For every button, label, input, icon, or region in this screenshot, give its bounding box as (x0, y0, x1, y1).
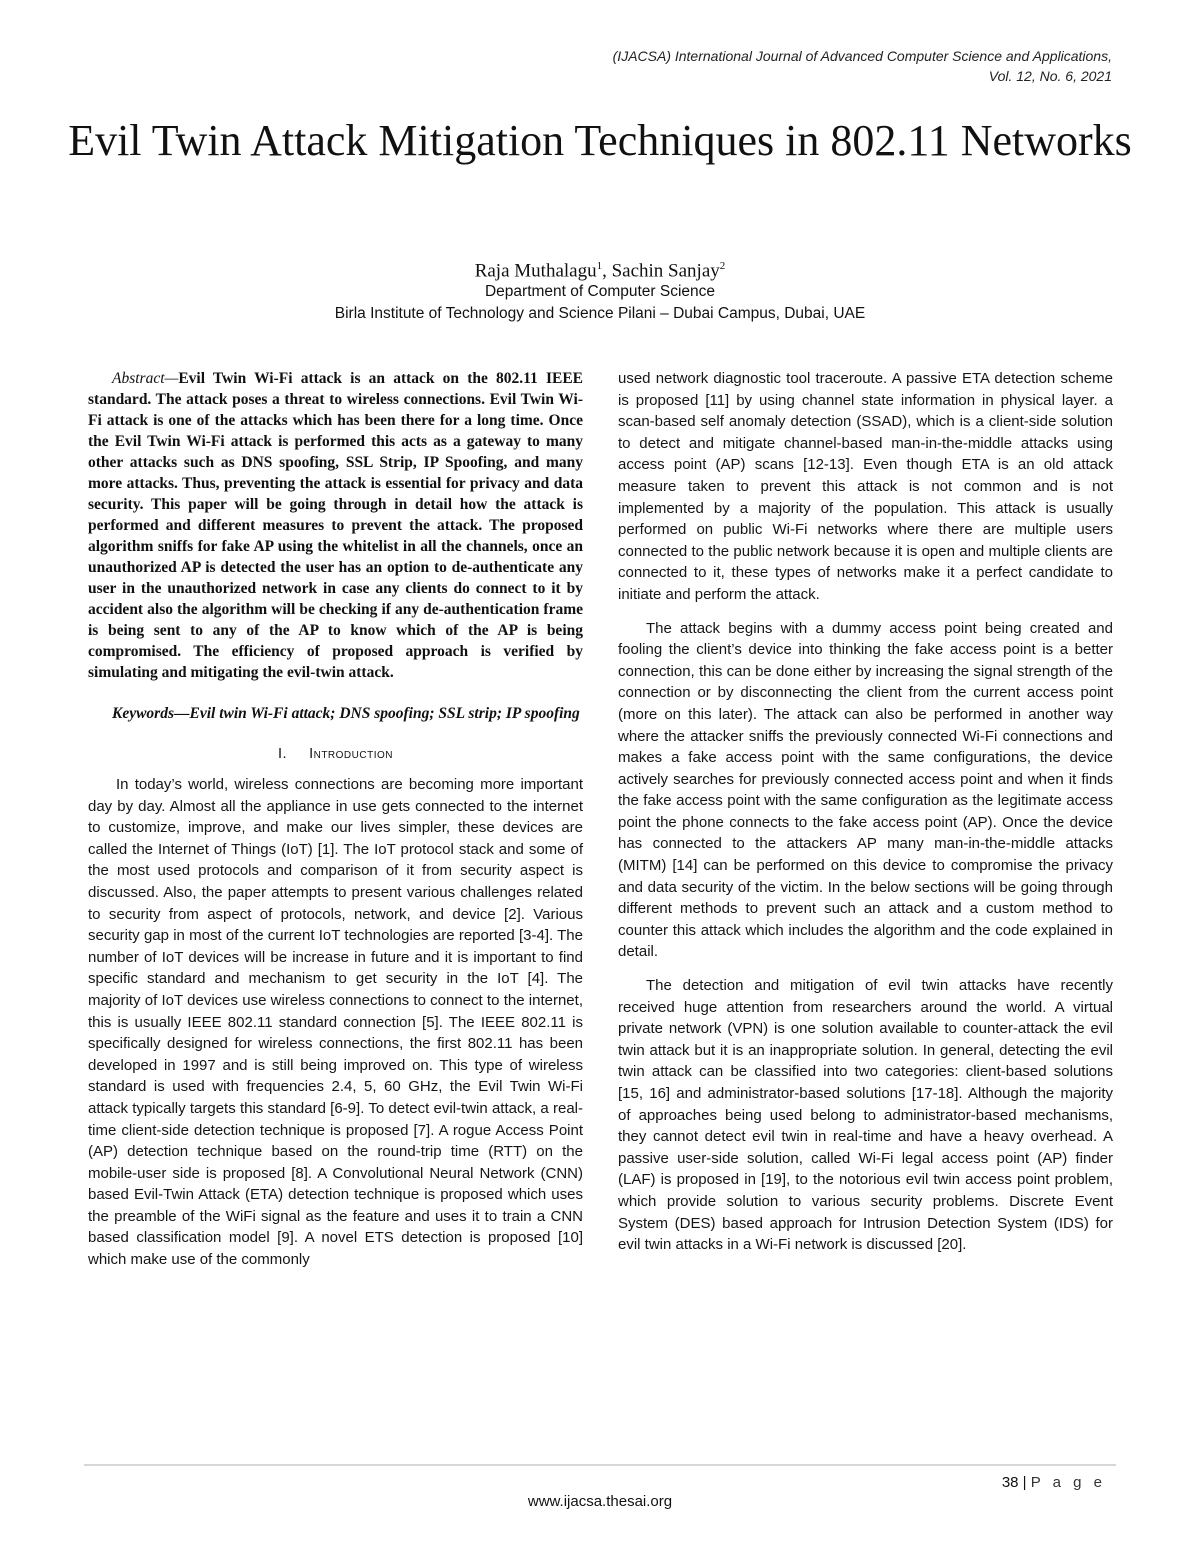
right-column (618, 368, 1113, 1268)
affiliation-mark: 1 (596, 260, 603, 272)
department: Department of Computer Science (484, 283, 716, 300)
author-name: Raja Muthalagu (474, 260, 597, 282)
institution: Birla Institute of Technology and Science Pilani – Dubai Campus, Dubai, UAE (334, 305, 866, 322)
author-line (0, 254, 1200, 283)
page-word: P a g e (1030, 1474, 1106, 1491)
author-separator: , (602, 260, 612, 282)
body-paragraph: In today’s world, wireless connections are becoming more important day by day. Almost all the appliance in use gets connected to the internet to customize, improve, and make our lives simpler, these devices are called the Internet of Things (IoT) [1]. The IoT protocol stack and some of the most used protocols and comparison of it from security aspect is discussed. Also, the paper attempts to present various challenges related to security from aspect of protocols, network, and device [2]. Various security gap in most of the current IoT technologies are reported [3-4]. The number of IoT devices will be increase in future and it is important to find specific standard and mechanism to get security in the IoT [4]. The majority of IoT devices use wireless connections to connect to the internet, this is usually IEEE 802.11 standard connection [5]. The IEEE 802.11 is specifically designed for wireless connections, the first 802.11 has been developed in 1997 and is still being improved on. This type of wireless standard is used with frequencies 2.4, 5, 60 GHz, the Evil Twin Wi-Fi attack typically targets this standard [6-9]. To detect evil-twin attack, a real-time client-side detection technique is proposed [7]. A rogue Access Point (AP) detection technique based on the round-trip time (RTT) on the mobile-user side is proposed [8]. A Convolutional Neural Network (CNN) based Evil-Twin Attack (ETA) detection technique is proposed which uses the preamble of the WiFi signal as the feature and uses it to train a CNN based classification model [9]. A novel ETS detection is proposed [10] which make use of the commonly (88, 776, 583, 1269)
section-number: I. (278, 746, 288, 762)
abstract-lead: Abstract— (112, 370, 179, 387)
affiliation-mark: 2 (719, 260, 726, 272)
page-number (1002, 1473, 1106, 1493)
body-paragraph: used network diagnostic tool traceroute. A passive ETA detection scheme is proposed [11] by using channel state information in physical layer. a scan-based self anomaly detection (SSAD), which is a client-side solution to detect and mitigate channel-based man-in-the-middle attacks using access point (AP) scans [12-13]. Even though ETA is an old attack measure taken to prevent this attack is not common and is not implemented by a majority of the population. This attack is usually performed on public Wi-Fi networks where there are multiple users connected to the public network because it is open and multiple clients are connected to it, these types of networks make it a perfect candidate to initiate and perform the attack. (618, 370, 1113, 603)
journal-url: www.ijacsa.thesai.org (527, 1493, 673, 1510)
abstract (88, 368, 583, 683)
journal-header (412, 46, 1112, 86)
paper-title: Evil Twin Attack Mitigation Techniques in 802.11 Networks (68, 116, 1132, 165)
section-heading (88, 744, 583, 764)
author-name: Sachin Sanjay (611, 260, 720, 282)
left-column (88, 368, 583, 1283)
page-number-value: 38 (1001, 1474, 1019, 1491)
page-number-separator: | (1018, 1474, 1031, 1491)
journal-name: (IJACSA) International Journal of Advanced Computer Science and Applications, (612, 48, 1112, 64)
body-paragraph: The detection and mitigation of evil twin attacks have recently received huge attention from researchers around the world. A virtual private network (VPN) is one solution available to counter-attack the evil twin attack but it is an inappropriate solution. In general, detecting the evil twin attack can be classified into two categories: client-based solutions [15, 16] and administrator-based solutions [17-18]. Although the majority of approaches being used belong to administrator-based mechanisms, they cannot detect evil twin in real-time and have a heavy overhead. A passive user-side solution, called Wi-Fi legal access point (AP) finder (LAF) is proposed in [19], to the notorious evil twin access point problem, which provide solution to various security problems. Discrete Event System (DES) based approach for Intrusion Detection System (IDS) for evil twin attacks in a Wi-Fi network is discussed [20]. (618, 977, 1113, 1254)
journal-volume: Vol. 12, No. 6, 2021 (988, 68, 1112, 84)
body-paragraph: The attack begins with a dummy access point being created and fooling the client’s device into thinking the fake access point is a better connection, this can be done either by increasing the signal strength of the connection or by disconnecting the client from the current access point (more on this later). The attack can also be performed in another way where the attacker sniffs the previously connected Wi-Fi connections and makes a fake access point with the same configurations, the device actively searches for previously connected access point and when it finds the fake access point with the same configuration as the legitimate access point the phone connects to the fake access point (AP). Once the device has connected to the attackers AP many man-in-the-middle attacks (MITM) [14] can be performed on this device to compromise the privacy and data security of the victim. In the below sections will be going through different methods to prevent such an attack and a custom method to counter this attack which includes the algorithm and the code explained in detail. (618, 619, 1113, 961)
keywords: Keywords—Evil twin Wi-Fi attack; DNS spoofing; SSL strip; IP spoofing (112, 705, 580, 722)
abstract-text: Evil Twin Wi-Fi attack is an attack on the 802.11 IEEE standard. The attack poses a threat to wireless connections. Evil Twin Wi-Fi attack is one of the attacks which has been there for a long time. Once the Evil Twin Wi-Fi attack is performed this acts as a gateway to many other attacks such as DNS spoofing, SSL Strip, IP Spoofing, and many more attacks. Thus, preventing the attack is essential for privacy and data security. This paper will be going through in detail how the attack is performed and different measures to prevent the attack. The proposed algorithm sniffs for fake AP using the whitelist in all the channels, once an unauthorized AP is detected the user has an option to de-authenticate any user in the unauthorized network in case any clients do connect to it by accident also the algorithm will be checking if any de-authentication frame is being sent to any of the AP to know which of the AP is being compromised. The efficiency of proposed approach is verified by simulating and mitigating the evil-twin attack. (88, 370, 583, 681)
section-title: Introduction (309, 746, 393, 762)
footer-divider (84, 1464, 1116, 1466)
